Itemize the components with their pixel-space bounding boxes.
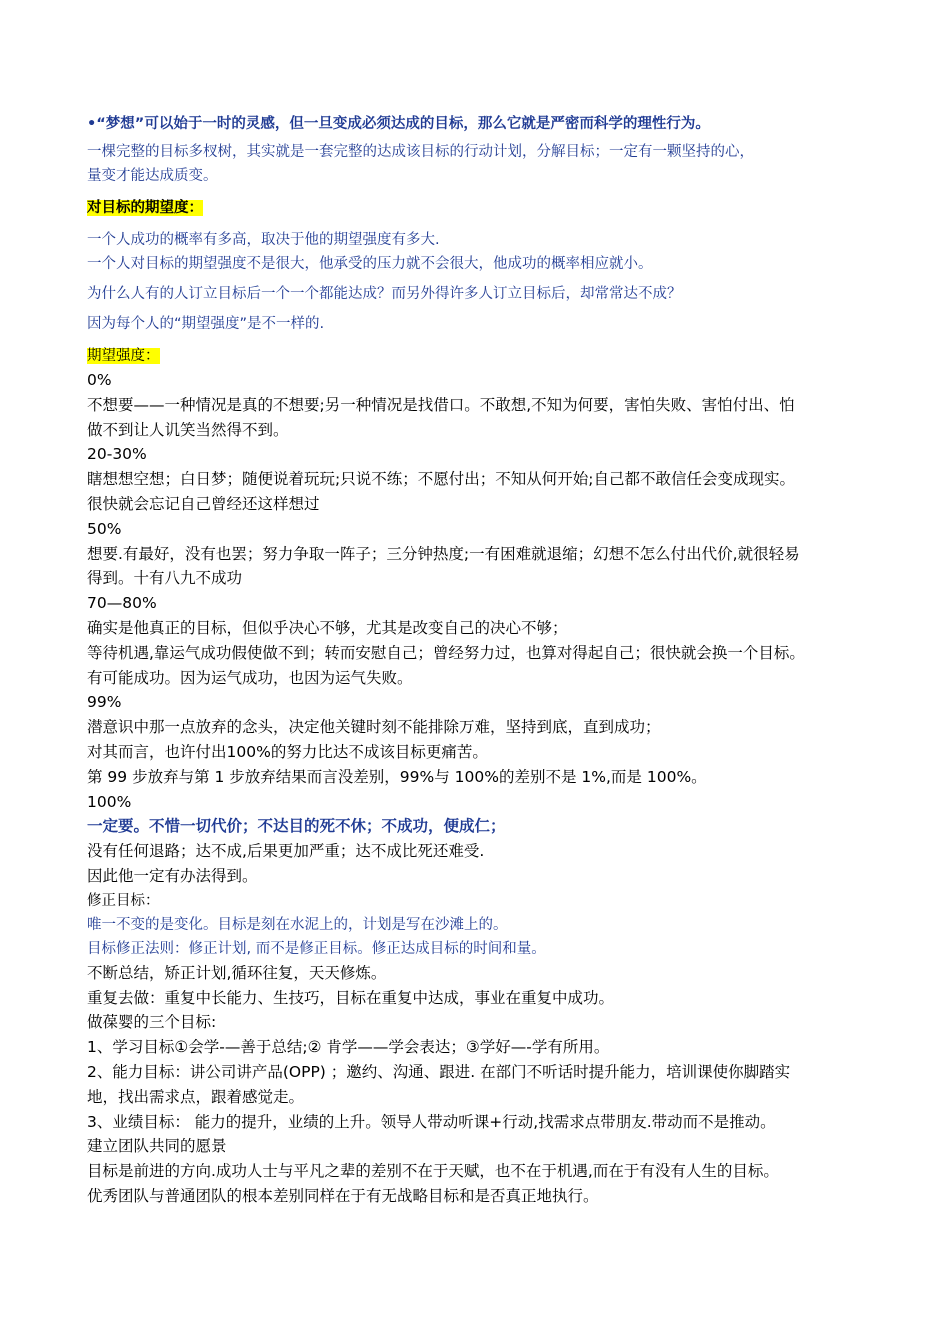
correction-line: 建立团队共同的愿景 [87, 1137, 227, 1156]
correction-blue-line: 唯一不变的是变化。目标是刻在水泥上的，计划是写在沙滩上的。 [87, 916, 508, 933]
correction-line: 2、能力目标：讲公司讲产品(OPP) ；邀约、沟通、跟进. 在部门不听话时提升能力，培训课使你脚踏实 [87, 1062, 791, 1081]
level-0-line: 不想要——一种情况是真的不想要;另一种情况是找借口。不敢想,不知为何要，害怕失败、害怕付出、怕 [87, 395, 795, 414]
level-4-line: 对其而言，也许付出100%的努力比达不成该目标更痛苦。 [87, 742, 488, 761]
level-5-line: 因此他一定有办法得到。 [87, 866, 258, 885]
level-3-pct: 70—80% [87, 594, 157, 613]
intro-line-2: 一棵完整的目标多杈树，其实就是一套完整的达成该目标的行动计划，分解目标；一定有一颗坚持的心， [87, 144, 754, 160]
level-1-line: 瞎想想空想；白日梦；随便说着玩玩;只说不练；不愿付出；不知从何开始;自己都不敢信任会变成现实。 [87, 470, 795, 489]
document-page [87, 112, 867, 1209]
correction-line: 做葆婴的三个目标: [87, 1013, 217, 1032]
level-1-line: 很快就会忘记自己曾经还这样想过 [87, 494, 320, 513]
correction-blue-line: 目标修正法则：修正计划, 而不是修正目标。修正达成目标的时间和量。 [87, 940, 546, 957]
correction-heading: 修正目标： [87, 892, 160, 909]
level-5-line: 没有任何退路；达不成,后果更加严重；达不成比死还难受. [87, 842, 485, 861]
level-3-line: 确实是他真正的目标，但似乎决心不够，尤其是改变自己的决心不够； [87, 618, 568, 637]
level-2-line: 想要.有最好，没有也罢；努力争取一阵子；三分钟热度;一有困难就退缩；幻想不怎么付出代价,就很轻易 [87, 544, 800, 563]
level-0-pct: 0% [87, 371, 112, 389]
correction-line: 优秀团队与普通团队的根本差别同样在于有无战略目标和是否真正地执行。 [87, 1186, 599, 1205]
correction-line: 1、学习目标①会学-—善于总结;② 肯学——学会表达；③学好—-学有所用。 [87, 1038, 610, 1057]
correction-line: 不断总结，矫正计划,循环往复，天天修炼。 [87, 963, 387, 982]
expectation-heading: 对目标的期望度： [87, 200, 203, 216]
level-2-line: 得到。十有八九不成功 [87, 569, 243, 588]
intro-line-3: 量变才能达成质变。 [87, 168, 218, 184]
correction-line: 重复去做：重复中长能力、生技巧，目标在重复中达成，事业在重复中成功。 [87, 988, 615, 1007]
expectation-line-4: 因为每个人的“期望强度”是不一样的. [87, 316, 325, 332]
level-2-pct: 50% [87, 519, 122, 538]
intensity-heading: 期望强度： [87, 348, 160, 364]
level-4-pct: 99% [87, 693, 122, 712]
intro-line-1: •“梦想”可以始于一时的灵感，但一旦变成必须达成的目标，那么它就是严密而科学的理性行为。 [87, 116, 710, 132]
expectation-line-3: 为什么人有的人订立目标后一个一个都能达成？而另外得许多人订立目标后，却常常达不成？ [87, 286, 682, 302]
level-5-pct: 100% [87, 792, 132, 811]
correction-line: 3、业绩目标： 能力的提升，业绩的上升。领导人带动听课+行动,找需求点带朋友.带动而不是推动。 [87, 1112, 776, 1131]
level-5-bold-line: 一定要。不惜一切代价；不达目的死不休；不成功，便成仁； [87, 817, 506, 836]
level-4-line: 第 99 步放弃与第 1 步放弃结果而言没差别，99%与 100%的差别不是 1%,而是 100%。 [87, 767, 707, 786]
expectation-line-2: 一个人对目标的期望强度不是很大，他承受的压力就不会很大，他成功的概率相应就小。 [87, 256, 653, 272]
level-3-line: 等待机遇,靠运气成功假使做不到；转而安慰自己；曾经努力过，也算对得起自己；很快就会换一个目标。 [87, 643, 805, 662]
level-1-pct: 20-30% [87, 445, 147, 464]
expectation-line-1: 一个人成功的概率有多高，取决于他的期望强度有多大. [87, 232, 440, 248]
level-0-line: 做不到让人讥笑当然得不到。 [87, 420, 289, 439]
level-3-line: 有可能成功。因为运气成功，也因为运气失败。 [87, 668, 413, 687]
level-4-line: 潜意识中那一点放弃的念头，决定他关键时刻不能排除万难，坚持到底，直到成功； [87, 718, 661, 737]
correction-line: 目标是前进的方向.成功人士与平凡之辈的差别不在于天赋，也不在于机遇,而在于有没有人生的目标。 [87, 1162, 779, 1181]
correction-line: 地，找出需求点，跟着感觉走。 [87, 1087, 305, 1106]
